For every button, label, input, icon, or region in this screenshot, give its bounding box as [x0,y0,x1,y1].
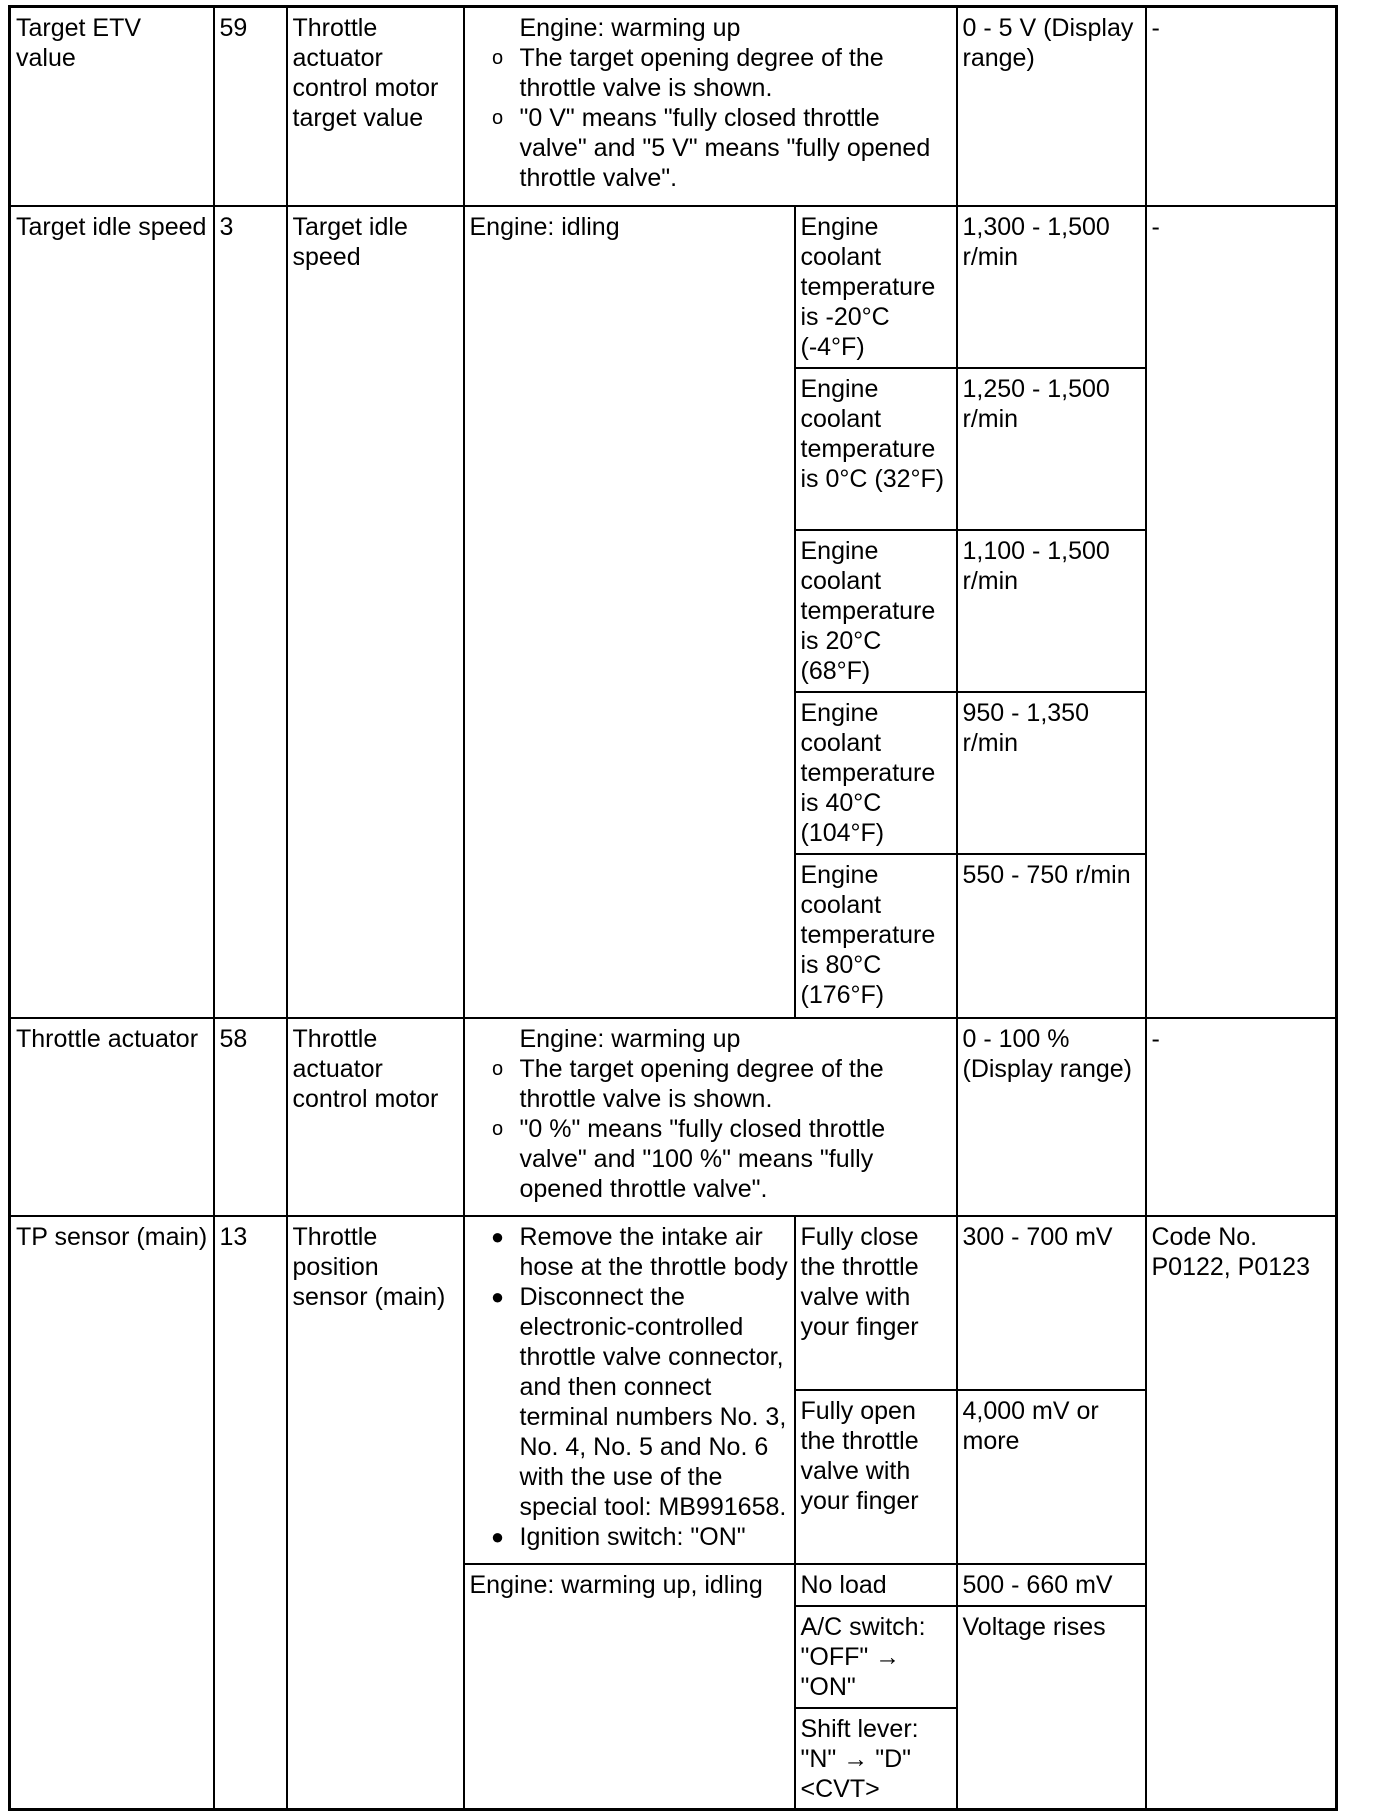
preparation-list [470,1222,789,1552]
sub-condition-cell: Shift lever: "N" → "D" <CVT> [795,1708,957,1810]
standard-value-cell: 4,000 mV or more [957,1390,1146,1564]
condition-cell: Engine: warming up, idling [464,1564,795,1810]
circle-bullet-icon: o [491,47,504,69]
sub-condition-cell: Engine coolant temperature is 80°C (176°F) [795,854,957,1018]
sub-condition-cell: Fully close the throttle valve with your finger [795,1216,957,1390]
sub-condition-cell: Engine coolant temperature is 20°C (68°F) [795,530,957,692]
bullet-dot-icon: ● [490,1523,505,1549]
circle-bullet-icon: o [491,1117,504,1140]
table-row [10,1216,1337,1390]
standard-value-cell: 550 - 750 r/min [957,854,1146,1018]
condition-list [470,43,951,193]
list-item: ● Disconnect the electronic-controlled throttle valve connector, and then connect terminal numbers No. 3, No. 4, No. 5 and No. 6 with the use of the special tool: MB991658. [470,1282,789,1522]
bullet-dot-icon: ● [490,1283,505,1309]
item-no-cell: 58 [214,1018,287,1216]
sub-condition-cell: Fully open the throttle valve with your finger [795,1390,957,1564]
condition-cell [464,7,957,206]
list-item: o "0 %" means "fully closed throttle valve" and "100 %" means "fully opened throttle valve". [470,1114,951,1204]
item-name-cell: Throttle actuator control motor target value [287,7,464,206]
sub-condition-cell: A/C switch: "OFF" → "ON" [795,1606,957,1708]
bullet-dot-icon: ● [490,1223,505,1249]
table-row [10,206,1337,368]
condition-title: Engine: warming up [519,1024,741,1053]
service-data-table [8,5,1338,1811]
reference-cell: - [1146,1018,1337,1216]
sub-condition-cell: Engine coolant temperature is -20°C (-4°F) [795,206,957,368]
standard-value-cell: 950 - 1,350 r/min [957,692,1146,854]
list-item: o The target opening degree of the throttle valve is shown. [470,1054,951,1114]
condition-cell [464,1018,957,1216]
standard-value-cell: 0 - 5 V (Display range) [957,7,1146,206]
sub-condition-cell: Engine coolant temperature is 0°C (32°F) [795,368,957,530]
circle-bullet-icon: o [491,1057,504,1080]
reference-cell: - [1146,7,1337,206]
standard-value-cell: 300 - 700 mV [957,1216,1146,1390]
standard-value-cell: Voltage rises [957,1606,1146,1810]
sub-condition-cell: No load [795,1564,957,1606]
list-item: o "0 V" means "fully closed throttle valve" and "5 V" means "fully opened throttle valve". [470,103,951,193]
item-name-cell: Throttle position sensor (main) [287,1216,464,1810]
condition-cell: Engine: idling [464,206,795,1018]
item-name-cell: Throttle actuator control motor [287,1018,464,1216]
condition-cell [464,1216,795,1564]
item-no-cell: 59 [214,7,287,206]
standard-value-cell: 1,100 - 1,500 r/min [957,530,1146,692]
standard-value-cell: 1,300 - 1,500 r/min [957,206,1146,368]
condition-title: Engine: warming up [519,14,741,42]
reference-cell: Code No. P0122, P0123 [1146,1216,1337,1810]
item-no-cell: 13 [214,1216,287,1810]
item-cell: TP sensor (main) [10,1216,214,1810]
reference-cell: - [1146,206,1337,1018]
circle-bullet-icon: o [491,107,504,129]
list-item: ● Remove the intake air hose at the throttle body [470,1222,789,1282]
item-name-cell: Target idle speed [287,206,464,1018]
standard-value-cell: 1,250 - 1,500 r/min [957,368,1146,530]
table-row [10,1018,1337,1216]
item-cell: Throttle actuator [10,1018,214,1216]
spec-table-wrapper [8,5,1338,1811]
standard-value-cell: 0 - 100 % (Display range) [957,1018,1146,1216]
item-no-cell: 3 [214,206,287,1018]
item-cell: Target idle speed [10,206,214,1018]
sub-condition-cell: Engine coolant temperature is 40°C (104°F) [795,692,957,854]
condition-list [470,1054,951,1204]
item-cell: Target ETV value [10,7,214,206]
list-item: o The target opening degree of the throttle valve is shown. [470,43,951,103]
list-item: ● Ignition switch: "ON" [470,1522,789,1552]
table-row [10,7,1337,206]
standard-value-cell: 500 - 660 mV [957,1564,1146,1606]
